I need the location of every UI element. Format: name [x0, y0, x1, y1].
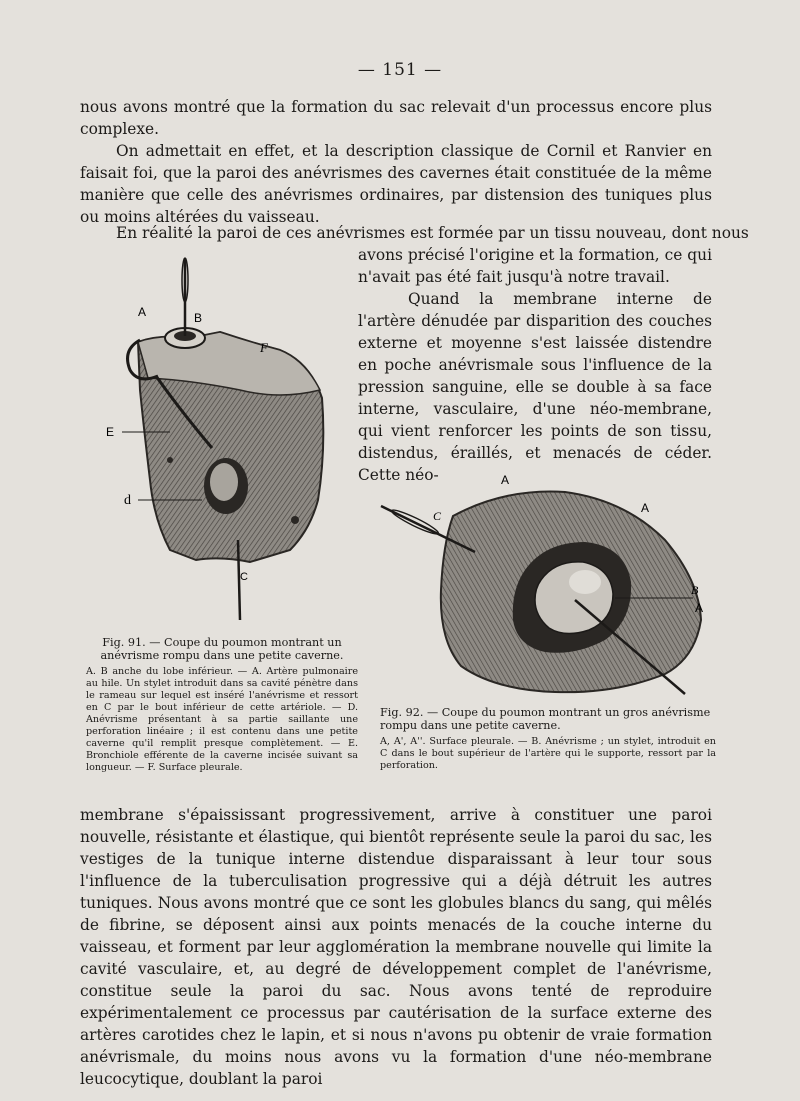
figure-91-illustration: [100, 250, 340, 630]
fig91-label-c: C: [240, 571, 248, 583]
fig91-label-e: E: [106, 425, 115, 439]
paragraph-4: Quand la membrane interne de l'artère dénudée par disparition des couches externe et moyenne s'est laissée distendre en poche anévrismale sous l'influence de la pression sanguine, elle se double à sa face interne, vasculaire, d'une néo-membrane, qui vient renforcer les points de son tissu, distendus, éraillés, et menacés de céder. Cette néo-: [358, 290, 712, 484]
fig91-label-a: A: [138, 305, 147, 319]
fig92-label-c: C: [433, 509, 442, 523]
figure-92-caption: [380, 706, 716, 772]
figure-91-caption: [86, 636, 358, 774]
fig92-label-a-top: A: [501, 473, 510, 487]
figure-91-caption-title: Fig. 91. — Coupe du poumon montrant un anévrisme rompu dans une petite caverne.: [100, 636, 344, 662]
fig91-label-d: d: [124, 493, 131, 508]
fig92-label-a-low: A: [695, 601, 704, 615]
paragraph-2: On admettait en effet, et la description classique de Cornil et Ranvier en faisait foi, que la paroi des anévrismes des cavernes était constituée de la même manière que celle des anévrismes ordinaires, par distension des tuniques plus ou moins altérées du vaisseau.: [80, 142, 712, 226]
fig91-label-f: F: [260, 340, 268, 355]
paragraph-3-first-line: En réalité la paroi de ces anévrismes est formée par un tissu nouveau, dont nous: [116, 224, 749, 242]
fig92-label-a-right: A: [641, 501, 650, 515]
figure-92-illustration: [375, 470, 715, 702]
paragraph-5: membrane s'épaississant progressivement, arrive à constituer une paroi nouvelle, résistante et élastique, qui bientôt représente seule la paroi du sac, les vestiges de la tunique interne distendue disparaissant à leur tour sous l'influence de la tuberculisation progressive qui a déjà détruit les autres tuniques. Nous avons montré que ce sont les globules blancs du sang, qui mêlés de fibrine, se déposent ainsi aux points menacés de la couche interne du vaisseau, et forment par leur agglomération la membrane nouvelle qui limite la cavité vasculaire, et, au degré de développement complet de l'anévrisme, constitue seule la paroi du sac. Nous avons tenté de reproduire expérimentalement ce processus par cautérisation de la surface externe des artères carotides chez le lapin, et si nous n'avons pu obtenir de vraie formation anévrismale, du moins nous avons vu la formation d'une néo-membrane leucocytique, doublant la paroi: [80, 806, 712, 1088]
figure-92-caption-title: Fig. 92. — Coupe du poumon montrant un gros anévrisme rompu dans une petite caverne.: [380, 706, 711, 732]
paragraph-1: nous avons montré que la formation du sac relevait d'un processus encore plus complexe.: [80, 98, 712, 138]
page-number: — 151 —: [357, 60, 443, 80]
figure-91-caption-legend: A. B anche du lobe inférieur. — A. Artère pulmonaire au hile. Un stylet introduit dans sa cavité pénètre dans le rameau sur lequel est inséré l'anévrisme et ressort en C par le bout inférieur de cette artériole. — D. Anévrisme présentant à sa partie saillante une perforation linéaire ; il est contenu dans une petite caverne qu'il remplit presque complètement. — E. Bronchiole efférente de la caverne incisée suivant sa longueur. — F. Surface pleurale.: [86, 666, 358, 773]
fig91-label-b: B: [194, 311, 203, 325]
figure-92-caption-legend: A, A', A''. Surface pleurale. — B. Anévrisme ; un stylet, introduit en C dans le bout supérieur de l'artère qui le supporte, ressort par la perforation.: [380, 736, 716, 771]
fig92-label-b: B: [691, 583, 699, 597]
paragraph-3-continued: avons précisé l'origine et la formation, ce qui n'avait pas été fait jusqu'à notre travail.: [358, 246, 712, 286]
